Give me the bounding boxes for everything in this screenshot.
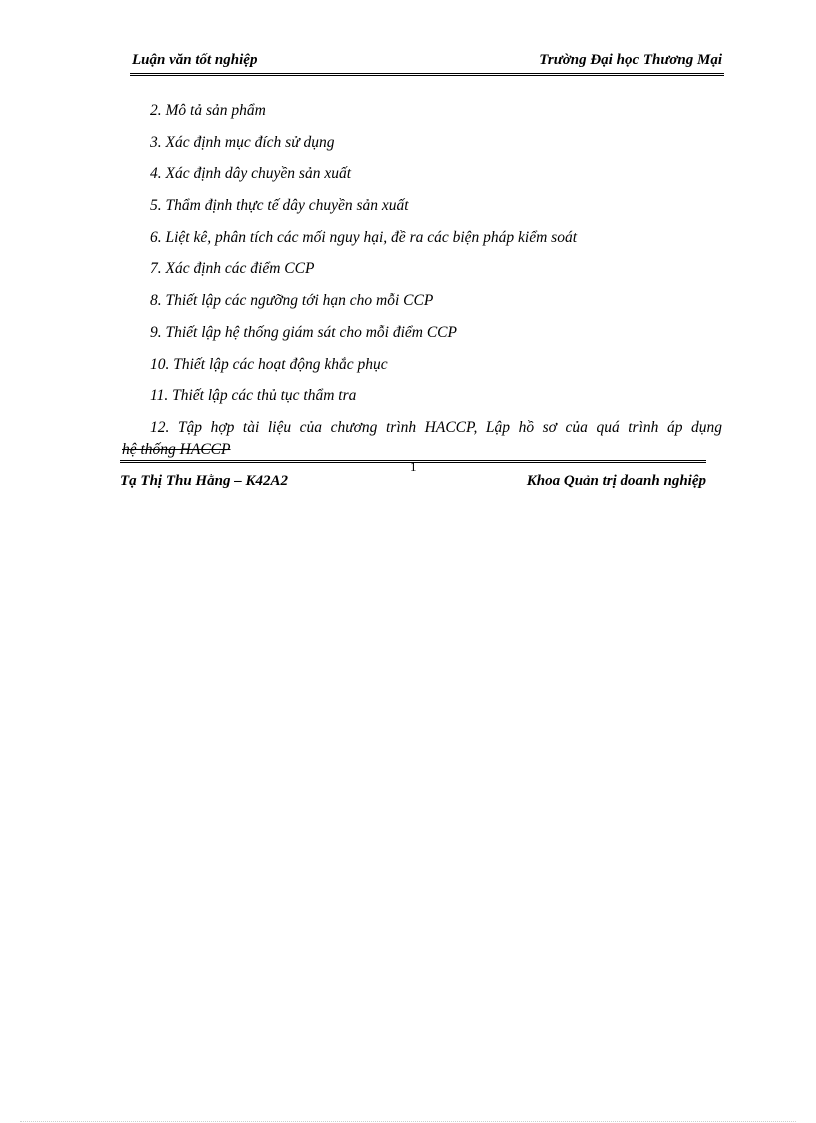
list-item: 9. Thiết lập hệ thống giám sát cho mỗi điểm CCP bbox=[150, 323, 457, 341]
list-item: 2. Mô tả sản phẩm bbox=[150, 102, 266, 119]
list-item: 6. Liệt kê, phân tích các mối nguy hại, đề ra các biện pháp kiểm soát bbox=[150, 228, 578, 246]
header-divider bbox=[130, 73, 724, 76]
list-item-last-line1: 12. Tập hợp tài liệu của chương trình HACCP, Lập hồ sơ của quá trình áp dụng bbox=[150, 418, 722, 436]
footer-author: Tạ Thị Thu Hằng – K42A2 bbox=[120, 473, 288, 489]
page-number: 1 bbox=[410, 459, 417, 474]
list-item: 11. Thiết lập các thủ tục thẩm tra bbox=[150, 387, 357, 405]
list-item: 7. Xác định các điểm CCP bbox=[150, 260, 315, 278]
page-bottom-border bbox=[20, 1121, 796, 1122]
haccp-steps-list bbox=[122, 100, 730, 461]
list-item: 8. Thiết lập các ngưỡng tới hạn cho mỗi CCP bbox=[150, 292, 434, 310]
header-thesis-title: Luận văn tốt nghiệp bbox=[132, 52, 258, 68]
page-footer bbox=[120, 473, 706, 495]
list-item-last bbox=[122, 417, 730, 461]
footer-faculty: Khoa Quản trị doanh nghiệp bbox=[526, 473, 706, 489]
list-item: 3. Xác định mục đích sử dụng bbox=[150, 133, 335, 151]
list-item: 5. Thẩm định thực tế dây chuyền sản xuất bbox=[150, 197, 409, 215]
page-header bbox=[132, 52, 722, 74]
header-university-name: Trường Đại học Thương Mại bbox=[539, 52, 722, 68]
list-item: 4. Xác định dây chuyền sản xuất bbox=[150, 165, 352, 183]
list-item-last-line2: hệ thống HACCP bbox=[122, 440, 231, 458]
list-item: 10. Thiết lập các hoạt động khắc phục bbox=[150, 355, 388, 373]
